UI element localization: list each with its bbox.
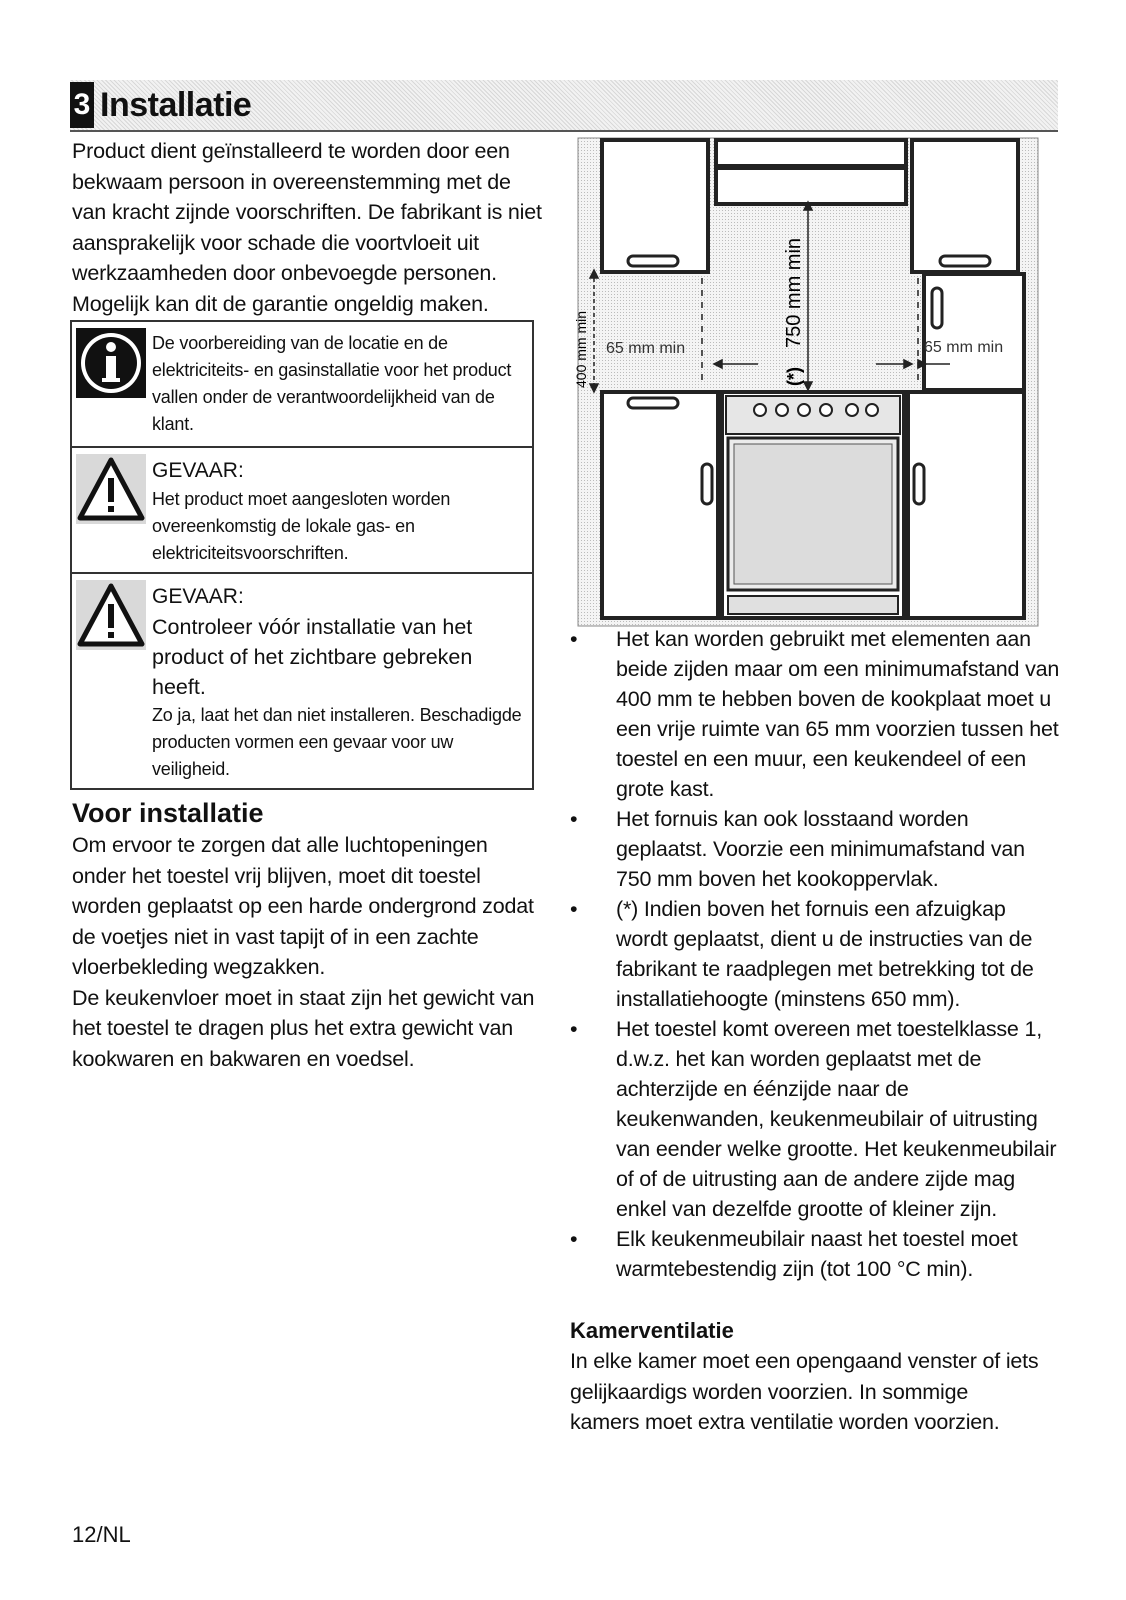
cabinet-handle (628, 256, 678, 266)
section-number: 3 (70, 82, 94, 128)
danger-note-1-text: Het product moet aangesloten worden overeenkomstig de lokale gas- en elektriciteitsvoorschriften. (152, 489, 451, 563)
kamerventilatie-heading: Kamerventilatie (570, 1318, 734, 1343)
installation-clearance-diagram (573, 138, 1048, 636)
cabinet-handle (628, 398, 678, 408)
cooker-drawer (728, 596, 898, 614)
dimension-65-left-label: 65 mm min (606, 340, 686, 357)
danger-note-2 (72, 574, 532, 788)
list-item: • (*) Indien boven het fornuis een afzuigkap wordt geplaatst, dient u de instructies van de fabrikant te raadplegen met betrekking tot de installatiehoogte (minstens 650 mm). (566, 894, 1060, 1014)
cabinet-handle (940, 256, 990, 266)
upper-left-cabinet (602, 140, 708, 272)
voor-installatie-p2: De keukenvloer moet in staat zijn het gewicht van het toestel te dragen plus het extra gewicht van kookwaren en bakwaren en voedsel. (72, 985, 535, 1071)
extractor-hood (716, 168, 906, 204)
voor-installatie-section (72, 796, 547, 1074)
oven-window (734, 444, 892, 584)
list-item: • Het fornuis kan ook losstaand worden geplaatst. Voorzie een minimumafstand van 750 mm boven het kookoppervlak. (566, 804, 1060, 894)
section-title: Installatie (100, 86, 252, 124)
cabinet-handle (914, 464, 924, 504)
kamerventilatie-text: In elke kamer moet een opengaand venster of iets gelijkaardigs worden voorzien. In sommige kamers moet extra ventilatie worden voorzien. (570, 1349, 1039, 1434)
danger-note-2-text: Controleer vóór installatie van het product of het zichtbare gebreken heeft. (152, 615, 473, 699)
list-item: • Het kan worden gebruikt met elementen aan beide zijden maar om een minimumafstand van 400 mm te hebben boven de kookplaat moet u een vrije ruimte van 65 mm voorzien tussen het toestel en een muur, een keukendeel of een grote kast. (566, 624, 1060, 804)
lower-left-cabinet (602, 392, 718, 618)
info-note-text: De voorbereiding van de locatie en de elektriciteits- en gasinstallatie voor het product vallen onder de verantwoordelijkheid van de klant. (152, 333, 512, 434)
warning-triangle-icon (76, 580, 146, 650)
requirements-list (566, 624, 1060, 1284)
dimension-65-right-label: 65 mm min (924, 339, 1004, 356)
dimension-750-label: 750 mm min (783, 237, 805, 348)
intro-block (72, 136, 547, 319)
notes-box (70, 320, 534, 790)
info-icon (76, 328, 146, 398)
page-number: 12/NL (72, 1522, 131, 1547)
dimension-star-label: (*) (784, 367, 804, 386)
intro-text: Product dient geïnstalleerd te worden door een bekwaam persoon in overeenstemming met de van kracht zijnde voorschriften. De fabrikant is niet aansprakelijk voor schade die voortvloeit uit werkzaamheden door onbevoegde personen. Mogelijk kan dit de garantie ongeldig maken. (72, 139, 542, 316)
warning-triangle-icon (76, 454, 146, 524)
hood-cabinet (716, 140, 906, 166)
kamerventilatie-section (570, 1316, 1040, 1438)
cabinet-handle (702, 464, 712, 504)
danger-note-1 (72, 448, 532, 574)
voor-installatie-heading: Voor installatie (72, 798, 264, 828)
danger-note-2-heading: GEVAAR: (152, 585, 244, 608)
cabinet-handle (932, 288, 942, 328)
dimension-400-label: 400 mm min (573, 310, 589, 388)
voor-installatie-p1: Om ervoor te zorgen dat alle luchtopeningen onder het toestel vrij blijven, moet dit toestel worden geplaatst op een harde ondergrond zodat de voetjes niet in vast tapijt of in een zachte vloerbekleding wegzakken. (72, 833, 534, 979)
upper-right-cabinet (912, 140, 1018, 272)
list-item: • Het toestel komt overeen met toestelklasse 1, d.w.z. het kan worden geplaatst met de achterzijde en éénzijde naar de keukenwanden, keukenmeubilair of uitrusting van eender welke grootte. Het keukenmeubilair of of de uitrusting aan de andere zijde mag enkel van dezelfde grootte of kleiner zijn. (566, 1014, 1060, 1224)
danger-note-2-subtext: Zo ja, laat het dan niet installeren. Beschadigde producten vormen een gevaar voor uw veiligheid. (152, 705, 522, 779)
danger-note-1-heading: GEVAAR: (152, 459, 244, 482)
info-note (72, 322, 532, 448)
list-item: • Elk keukenmeubilair naast het toestel moet warmtebestendig zijn (tot 100 °C min). (566, 1224, 1060, 1284)
lower-right-cabinet (908, 392, 1024, 618)
requirements-list-block (566, 624, 1060, 1284)
